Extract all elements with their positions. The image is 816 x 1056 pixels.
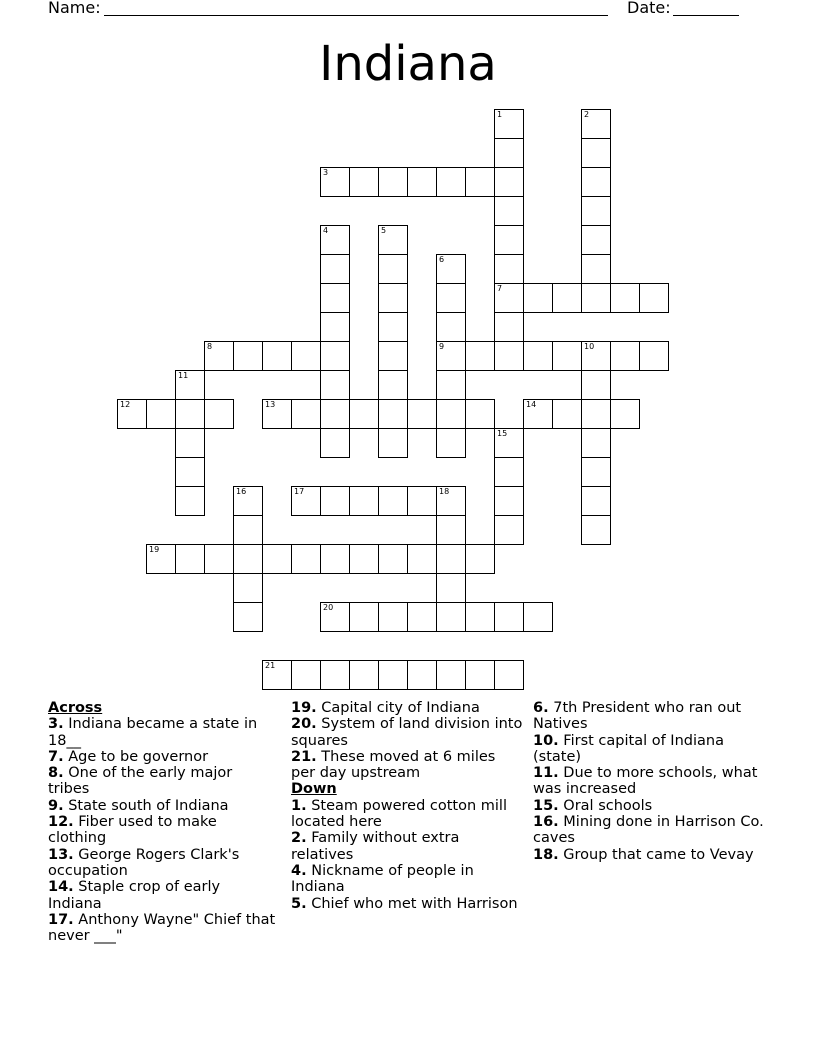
grid-cell[interactable] [378,254,408,284]
grid-cell[interactable] [204,399,234,429]
grid-cell[interactable] [320,283,350,313]
grid-cell[interactable] [378,167,408,197]
clue-column-2 [291,700,523,912]
grid-cell[interactable] [436,370,466,400]
grid-cell[interactable] [320,254,350,284]
grid-cell[interactable] [465,544,495,574]
grid-cell[interactable] [465,167,495,197]
grid-cell[interactable] [581,109,611,139]
clue-across-8: 8. One of the early major tribes [48,765,233,798]
clue-down-11: 11. Due to more schools, what was increased [533,765,758,798]
grid-cell[interactable] [407,544,437,574]
grid-cell[interactable] [436,515,466,545]
clue-number: 21 [265,661,276,670]
grid-cell[interactable] [523,602,553,632]
clue-number: 7 [497,284,503,293]
clue-number: 17 [294,487,305,496]
clue-down-6: 6. 7th President who ran out Natives [533,700,742,733]
grid-cell[interactable] [581,399,611,429]
grid-cell[interactable] [378,428,408,458]
grid-cell[interactable] [407,602,437,632]
grid-cell[interactable] [523,341,553,371]
clue-number: 13 [265,400,276,409]
clue-down-10: 10. First capital of Indiana (state) [533,732,724,765]
grid-cell[interactable] [204,341,234,371]
grid-cell[interactable] [378,370,408,400]
grid-cell[interactable] [320,428,350,458]
clue-across-20: 20. System of land division into squares [291,716,523,749]
grid-cell[interactable] [494,428,524,458]
grid-cell[interactable] [581,486,611,516]
grid-cell[interactable] [610,399,640,429]
grid-cell[interactable] [262,399,292,429]
grid-cell[interactable] [465,341,495,371]
grid-cell[interactable] [436,544,466,574]
clue-across-21: 21. These moved at 6 miles per day upstream [291,748,496,782]
clue-across-9: 9. State south of Indiana [48,797,229,814]
grid-cell[interactable] [494,138,524,168]
grid-cell[interactable] [494,196,524,226]
grid-cell[interactable] [436,283,466,313]
clue-down-1: 1. Steam powered cotton mill located here [291,797,507,831]
clue-number: 3 [323,168,329,177]
grid-cell[interactable] [291,399,321,429]
grid-cell[interactable] [378,399,408,429]
grid-cell[interactable] [523,283,553,313]
clue-across-12: 12. Fiber used to make clothing [48,814,217,847]
grid-cell[interactable] [552,283,582,313]
grid-cell[interactable] [494,167,524,197]
grid-cell[interactable] [581,370,611,400]
clue-down-16: 16. Mining done in Harrison Co. caves [533,814,764,847]
clue-across-19: 19. Capital city of Indiana [291,700,480,716]
grid-cell[interactable] [262,544,292,574]
clue-across-14: 14. Staple crop of early Indiana [48,879,221,912]
down-heading: Down [291,781,337,798]
clue-number: 12 [120,400,131,409]
grid-cell[interactable] [581,341,611,371]
clue-down-15: 15. Oral schools [533,797,653,814]
grid-cell[interactable] [117,399,147,429]
clue-across-13: 13. George Rogers Clark's occupation [48,846,240,879]
page-title: Indiana [319,36,497,92]
grid-cell[interactable] [523,399,553,429]
grid-cell[interactable] [552,399,582,429]
grid-cell[interactable] [349,486,379,516]
grid-cell[interactable] [233,573,263,603]
grid-cell[interactable] [494,515,524,545]
clue-number: 4 [323,226,329,235]
across-heading: Across [48,700,103,716]
clue-across-17: 17. Anthony Wayne" Chief that never ___" [48,911,276,945]
grid-cell[interactable] [320,225,350,255]
grid-cell[interactable] [581,138,611,168]
grid-cell[interactable] [233,486,263,516]
grid-cell[interactable] [552,341,582,371]
grid-cell[interactable] [349,399,379,429]
grid-cell[interactable] [581,457,611,487]
grid-cell[interactable] [494,283,524,313]
clue-down-18: 18. Group that came to Vevay [533,846,754,863]
grid-cell[interactable] [320,486,350,516]
grid-cell[interactable] [175,399,205,429]
grid-cell[interactable] [349,660,379,690]
grid-cell[interactable] [436,341,466,371]
date-label: Date: [627,0,671,17]
grid-cell[interactable] [349,544,379,574]
clue-across-7: 7. Age to be governor [48,748,209,765]
grid-cell[interactable] [494,225,524,255]
grid-cell[interactable] [262,341,292,371]
grid-cell[interactable] [436,660,466,690]
grid-cell[interactable] [407,167,437,197]
grid-cell[interactable] [320,544,350,574]
grid-cell[interactable] [320,399,350,429]
grid-cell[interactable] [639,341,669,371]
grid-cell[interactable] [494,312,524,342]
grid-cell[interactable] [465,602,495,632]
grid-cell[interactable] [175,370,205,400]
grid-cell[interactable] [407,660,437,690]
grid-cell[interactable] [233,602,263,632]
grid-cell[interactable] [175,428,205,458]
grid-cell[interactable] [436,167,466,197]
clue-number: 19 [149,545,160,554]
grid-cell[interactable] [436,573,466,603]
grid-cell[interactable] [233,544,263,574]
grid-cell[interactable] [494,486,524,516]
grid-cell[interactable] [320,167,350,197]
clue-column-1 [48,700,278,944]
grid-cell[interactable] [610,283,640,313]
clue-number: 15 [497,429,508,438]
grid-cell[interactable] [581,283,611,313]
grid-cell[interactable] [436,399,466,429]
grid-cell[interactable] [407,399,437,429]
clue-number: 16 [236,487,247,496]
grid-cell[interactable] [349,602,379,632]
grid-cell[interactable] [146,399,176,429]
grid-cell[interactable] [378,486,408,516]
grid-cell[interactable] [204,544,234,574]
grid-cell[interactable] [494,660,524,690]
grid-cell[interactable] [581,225,611,255]
clue-number: 8 [207,342,213,351]
grid-cell[interactable] [320,341,350,371]
grid-cell[interactable] [378,283,408,313]
clue-number: 20 [323,603,334,612]
grid-cell[interactable] [378,312,408,342]
grid-cell[interactable] [378,225,408,255]
grid-cell[interactable] [320,370,350,400]
grid-cell[interactable] [436,312,466,342]
grid-cell[interactable] [378,602,408,632]
grid-cell[interactable] [378,544,408,574]
name-label: Name: [48,0,101,17]
clue-number: 11 [178,371,189,380]
grid-cell[interactable] [465,399,495,429]
grid-cell[interactable] [291,544,321,574]
grid-cell[interactable] [320,660,350,690]
grid-cell[interactable] [581,428,611,458]
grid-cell[interactable] [291,486,321,516]
grid-cell[interactable] [146,544,176,574]
clue-column-3 [533,700,773,863]
grid-cell[interactable] [175,457,205,487]
clue-number: 9 [439,342,445,351]
clue-across-3: 3. Indiana became a state in 18__ [48,716,258,749]
grid-cell[interactable] [291,660,321,690]
grid-cell[interactable] [610,341,640,371]
clue-number: 10 [584,342,595,351]
grid-cell[interactable] [494,109,524,139]
grid-cell[interactable] [436,486,466,516]
grid-cell[interactable] [494,602,524,632]
grid-cell[interactable] [494,457,524,487]
grid-cell[interactable] [233,515,263,545]
grid-cell[interactable] [639,283,669,313]
grid-cell[interactable] [175,486,205,516]
grid-cell[interactable] [407,486,437,516]
clue-down-5: 5. Chief who met with Harrison [291,895,518,912]
grid-cell[interactable] [581,167,611,197]
grid-cell[interactable] [320,602,350,632]
grid-cell[interactable] [581,515,611,545]
grid-cell[interactable] [465,660,495,690]
clue-number: 14 [526,400,537,409]
grid-cell[interactable] [262,660,292,690]
grid-cell[interactable] [320,312,350,342]
grid-cell[interactable] [581,196,611,226]
grid-cell[interactable] [233,341,263,371]
clue-down-2: 2. Family without extra relatives [291,830,460,863]
clue-number: 6 [439,255,445,264]
clue-number: 2 [584,110,590,119]
clue-number: 1 [497,110,503,119]
clue-down-4: 4. Nickname of people in Indiana [291,862,474,896]
clue-number: 18 [439,487,450,496]
grid-cell[interactable] [581,254,611,284]
grid-cell[interactable] [349,167,379,197]
grid-cell[interactable] [436,602,466,632]
grid-cell[interactable] [494,254,524,284]
grid-cell[interactable] [175,544,205,574]
grid-cell[interactable] [436,254,466,284]
grid-cell[interactable] [378,341,408,371]
clue-number: 5 [381,226,387,235]
grid-cell[interactable] [291,341,321,371]
grid-cell[interactable] [378,660,408,690]
grid-cell[interactable] [494,341,524,371]
grid-cell[interactable] [436,428,466,458]
